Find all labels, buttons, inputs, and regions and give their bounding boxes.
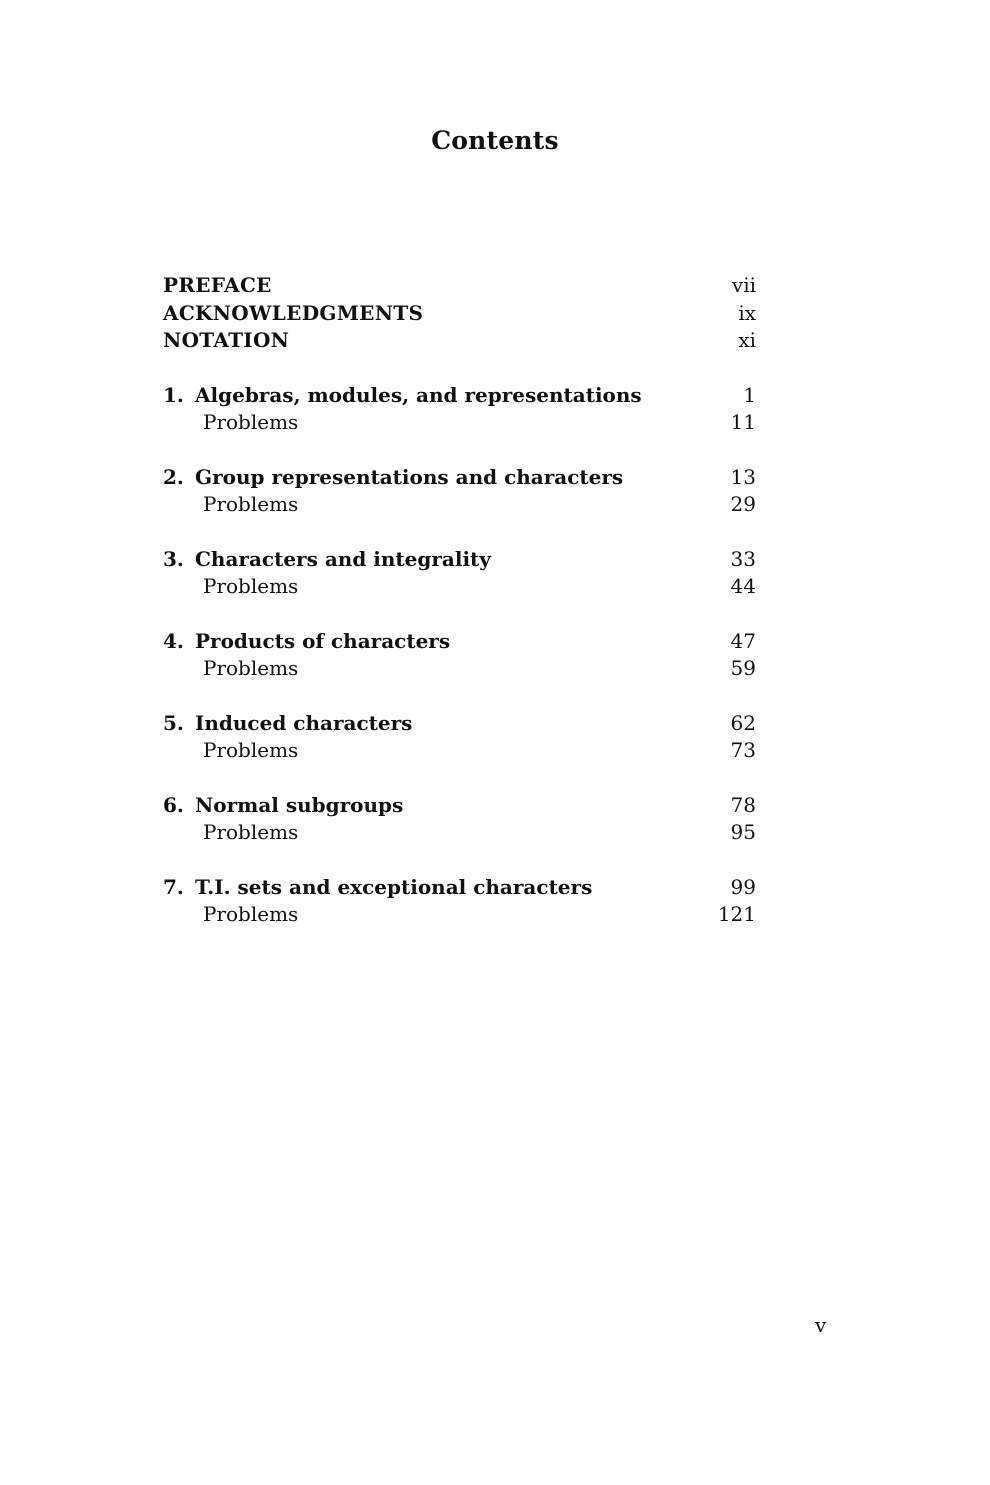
problems-label: Problems [203,820,299,844]
toc-entry-page: xi [738,328,756,352]
chapter-number: 6. [163,792,184,817]
toc-entry-label: NOTATION [163,328,290,352]
chapter-number: 7. [163,874,184,899]
chapter-number: 4. [163,628,184,653]
chapter-heading[interactable] [163,874,756,902]
problems-label: Problems [203,738,299,762]
problems-page: 121 [717,902,756,926]
chapter-page: 13 [730,464,756,489]
chapter-1 [163,382,756,437]
chapter-title: Normal subgroups [195,792,404,817]
chapter-page: 62 [730,710,756,735]
problems-label: Problems [203,902,299,926]
chapter-number: 3. [163,546,184,571]
page-folio: v [815,1313,827,1337]
problems-page: 11 [730,410,756,434]
chapter-number: 1. [163,382,184,407]
chapter-heading[interactable] [163,628,756,656]
front-matter-list [163,272,756,355]
chapter-problems-entry[interactable] [163,409,756,437]
problems-page: 59 [730,656,756,680]
toc-entry-label: ACKNOWLEDGMENTS [163,300,424,325]
chapter-5 [163,710,756,765]
chapter-problems-entry[interactable] [163,655,756,683]
toc-entry-acknowledgments[interactable] [163,300,756,328]
chapter-heading[interactable] [163,792,756,820]
chapter-page: 1 [743,382,756,407]
problems-page: 95 [730,820,756,844]
chapter-6 [163,792,756,847]
chapter-2 [163,464,756,519]
chapter-4 [163,628,756,683]
chapter-page: 33 [730,546,756,571]
chapter-title: Algebras, modules, and representations [195,382,642,407]
chapter-title: Induced characters [195,710,413,735]
problems-label: Problems [203,410,299,434]
toc-entry-page: ix [738,300,756,325]
toc-entry-notation[interactable] [163,327,756,355]
toc-entry-page: vii [731,273,756,297]
problems-page: 73 [730,738,756,762]
problems-label: Problems [203,492,299,516]
table-of-contents [163,272,756,956]
chapter-problems-entry[interactable] [163,491,756,519]
chapter-problems-entry[interactable] [163,737,756,765]
chapter-problems-entry[interactable] [163,819,756,847]
chapter-heading[interactable] [163,546,756,574]
chapter-number: 2. [163,464,184,489]
chapter-problems-entry[interactable] [163,573,756,601]
problems-page: 44 [730,574,756,598]
toc-entry-preface[interactable] [163,272,756,300]
problems-label: Problems [203,574,299,598]
chapter-3 [163,546,756,601]
chapter-heading[interactable] [163,382,756,410]
chapter-page: 47 [730,628,756,653]
chapter-heading[interactable] [163,710,756,738]
chapter-page: 78 [730,792,756,817]
chapter-title: Products of characters [195,628,451,653]
chapter-page: 99 [730,874,756,899]
page-title: Contents [431,126,559,155]
problems-label: Problems [203,656,299,680]
toc-entry-label: PREFACE [163,273,272,297]
chapter-heading[interactable] [163,464,756,492]
chapter-title: Group representations and characters [195,464,624,489]
chapter-problems-entry[interactable] [163,901,756,929]
chapter-7 [163,874,756,929]
chapter-number: 5. [163,710,184,735]
chapter-title: Characters and integrality [195,546,491,571]
chapter-title: T.I. sets and exceptional characters [195,874,593,899]
problems-page: 29 [730,492,756,516]
